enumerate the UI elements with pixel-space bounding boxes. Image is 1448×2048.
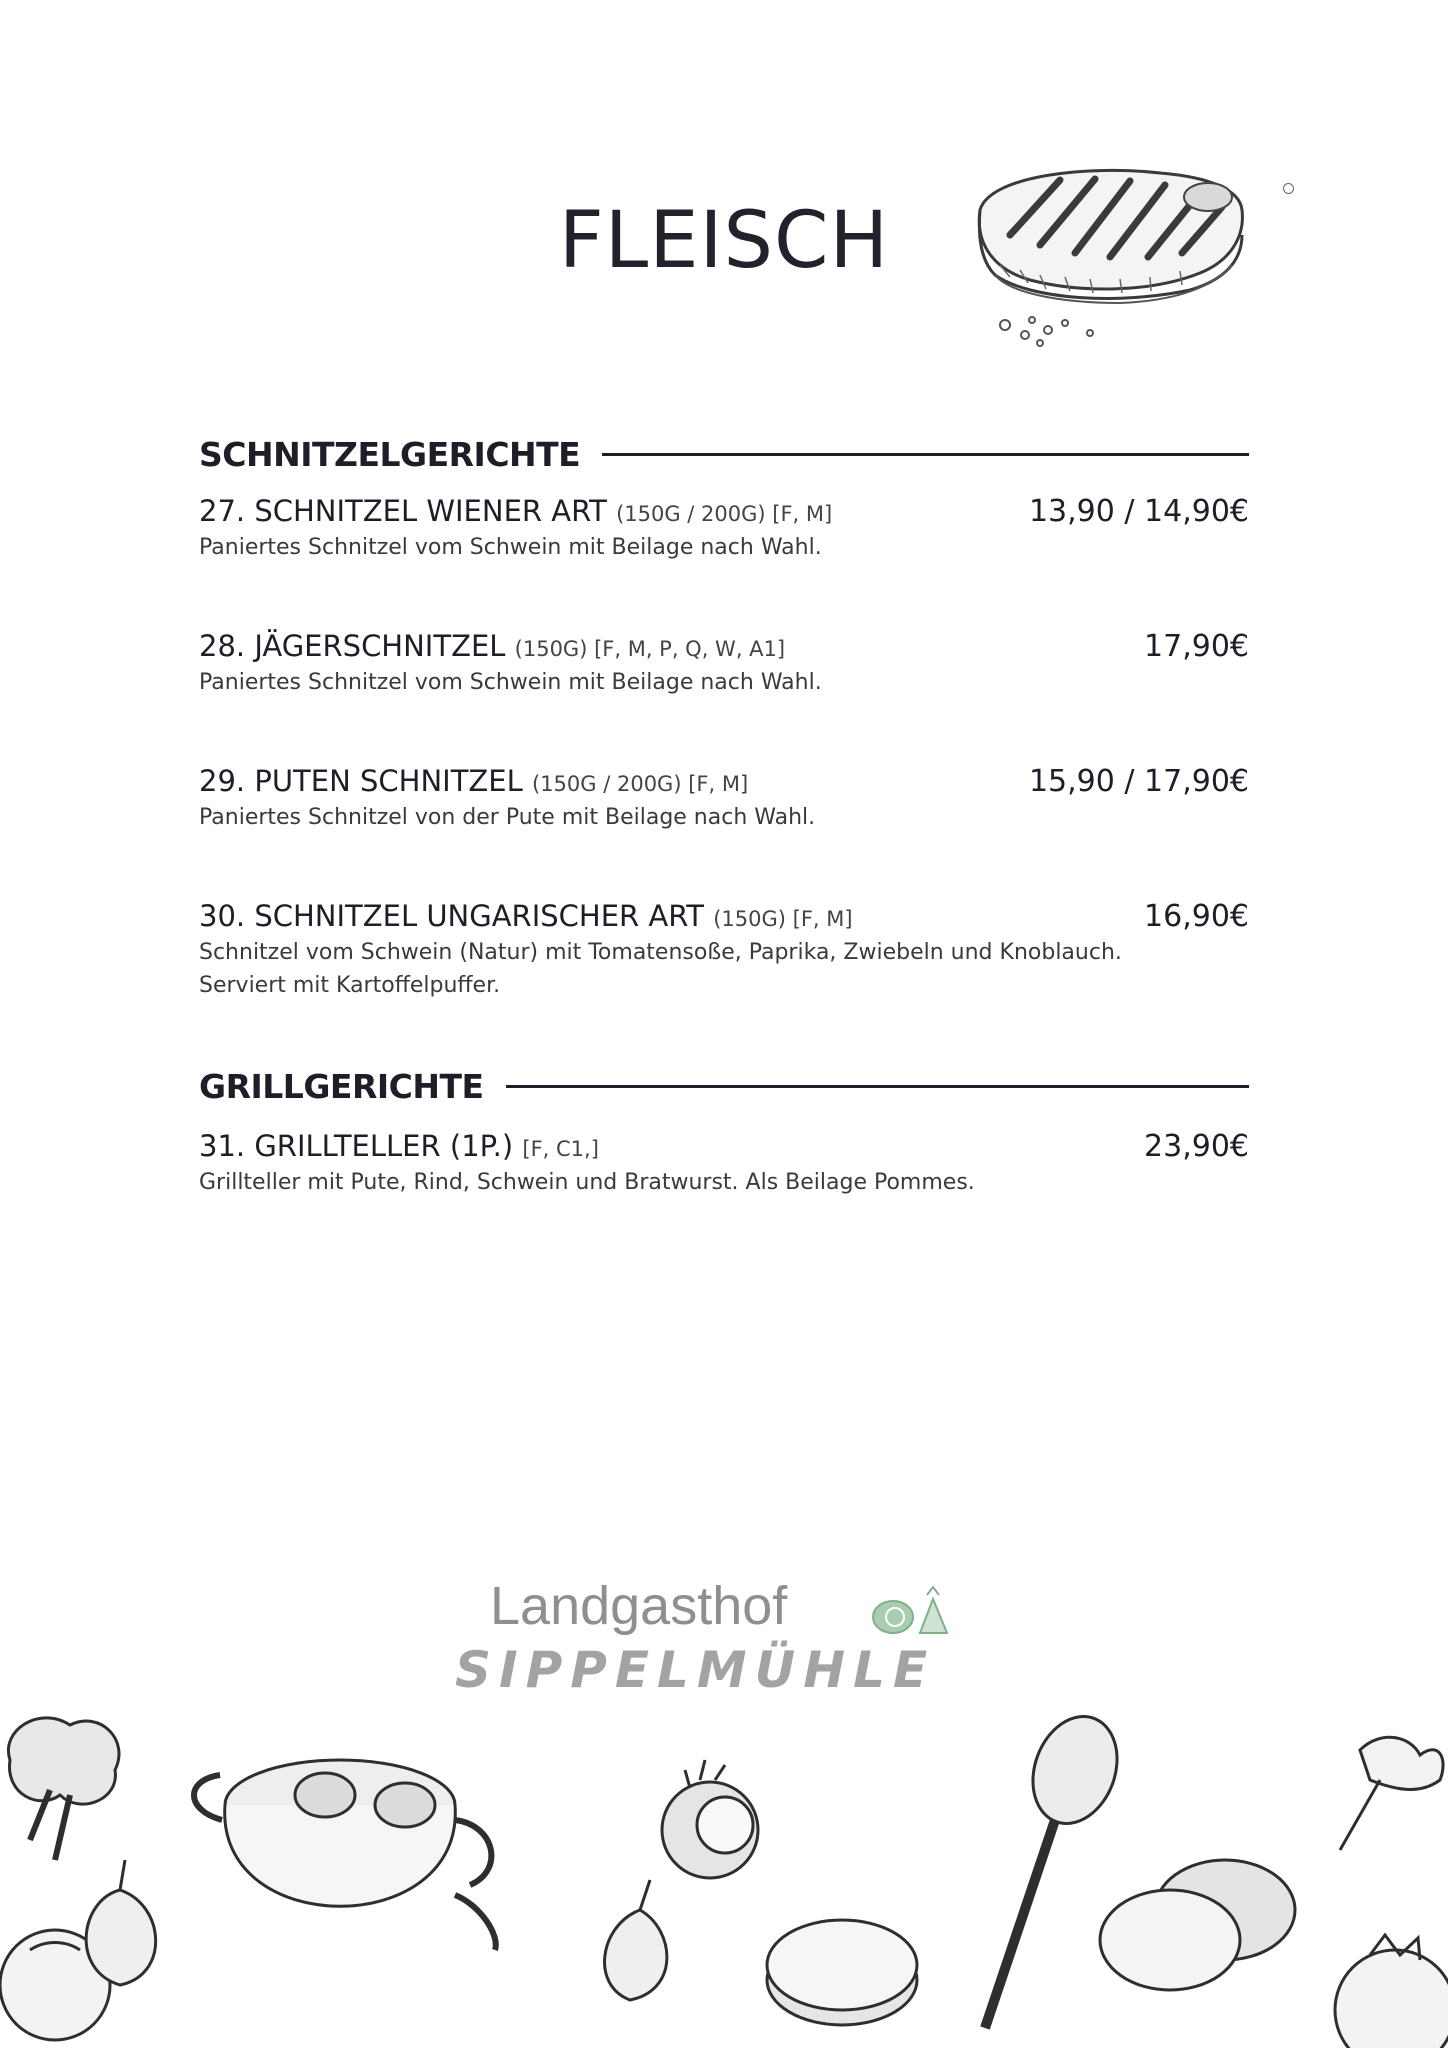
menu-item	[199, 494, 1249, 564]
item-detail: [F, C1,]	[522, 1137, 599, 1161]
logo-line-1: Landgasthof	[490, 1576, 788, 1636]
section-schnitzelgerichte	[199, 434, 1249, 474]
item-title	[199, 1129, 599, 1163]
item-description: Paniertes Schnitzel vom Schwein mit Beilage nach Wahl.	[199, 670, 822, 695]
item-detail: (150G) [F, M]	[713, 907, 853, 931]
section-divider	[506, 1085, 1249, 1088]
item-price: 15,90 / 17,90€	[1028, 764, 1249, 799]
bread-slice-icon	[767, 1920, 917, 2025]
logo-line-2: SIPPELMÜHLE	[455, 1641, 936, 1699]
item-title	[199, 764, 748, 798]
item-price: 13,90 / 14,90€	[1028, 494, 1249, 529]
vegetable-logo-icon	[865, 1585, 965, 1640]
restaurant-logo	[455, 1575, 1015, 1710]
garlic-clove-icon	[605, 1880, 667, 2000]
item-name: 30. SCHNITZEL UNGARISCHER ART	[199, 899, 705, 933]
section-header	[199, 1066, 1249, 1106]
tomato-half-icon	[662, 1760, 758, 1878]
section-divider	[602, 453, 1249, 456]
spoon-icon	[985, 1710, 1131, 2028]
item-description: Paniertes Schnitzel vom Schwein mit Beilage nach Wahl.	[199, 535, 822, 560]
decorative-dot	[1283, 183, 1294, 194]
item-title	[199, 629, 785, 663]
item-price: 17,90€	[1144, 629, 1249, 664]
menu-item	[199, 1129, 1249, 1199]
item-title	[199, 899, 853, 933]
item-description: Grillteller mit Pute, Rind, Schwein und Bratwurst. Als Beilage Pommes.	[199, 1170, 975, 1195]
soup-pot-icon	[194, 1760, 496, 1950]
sliced-vegetable-icon	[1100, 1860, 1295, 1990]
section-grillgerichte	[199, 1066, 1249, 1106]
section-header	[199, 434, 1249, 474]
steak-illustration	[970, 165, 1260, 350]
item-name: 27. SCHNITZEL WIENER ART	[199, 494, 607, 528]
tomato-right-icon	[1335, 1935, 1448, 2048]
food-illustration-border	[0, 1710, 1448, 2048]
garlic-icon	[86, 1860, 156, 1985]
section-title: SCHNITZELGERICHTE	[199, 434, 581, 474]
item-title	[199, 494, 832, 528]
item-price: 16,90€	[1144, 899, 1249, 934]
item-detail: (150G) [F, M, P, Q, W, A1]	[514, 637, 786, 661]
page-title-text: FLEISCH	[558, 196, 890, 286]
menu-item	[199, 764, 1249, 834]
item-detail: (150G / 200G) [F, M]	[616, 502, 833, 526]
menu-item	[199, 899, 1249, 1002]
item-name: 29. PUTEN SCHNITZEL	[199, 764, 523, 798]
item-price: 23,90€	[1144, 1129, 1249, 1164]
item-name: 28. JÄGERSCHNITZEL	[199, 629, 506, 663]
herb-icon	[1340, 1737, 1443, 1850]
item-detail: (150G / 200G) [F, M]	[532, 772, 749, 796]
item-name: 31. GRILLTELLER (1P.)	[199, 1129, 514, 1163]
section-title: GRILLGERICHTE	[199, 1066, 484, 1106]
item-description: Schnitzel vom Schwein (Natur) mit Tomatensoße, Paprika, Zwiebeln und Knoblauch. Serviert mit Kartoffelpuffer.	[199, 940, 1122, 998]
menu-item	[199, 629, 1249, 699]
item-description: Paniertes Schnitzel von der Pute mit Beilage nach Wahl.	[199, 805, 816, 830]
broccoli-icon	[8, 1718, 119, 1860]
